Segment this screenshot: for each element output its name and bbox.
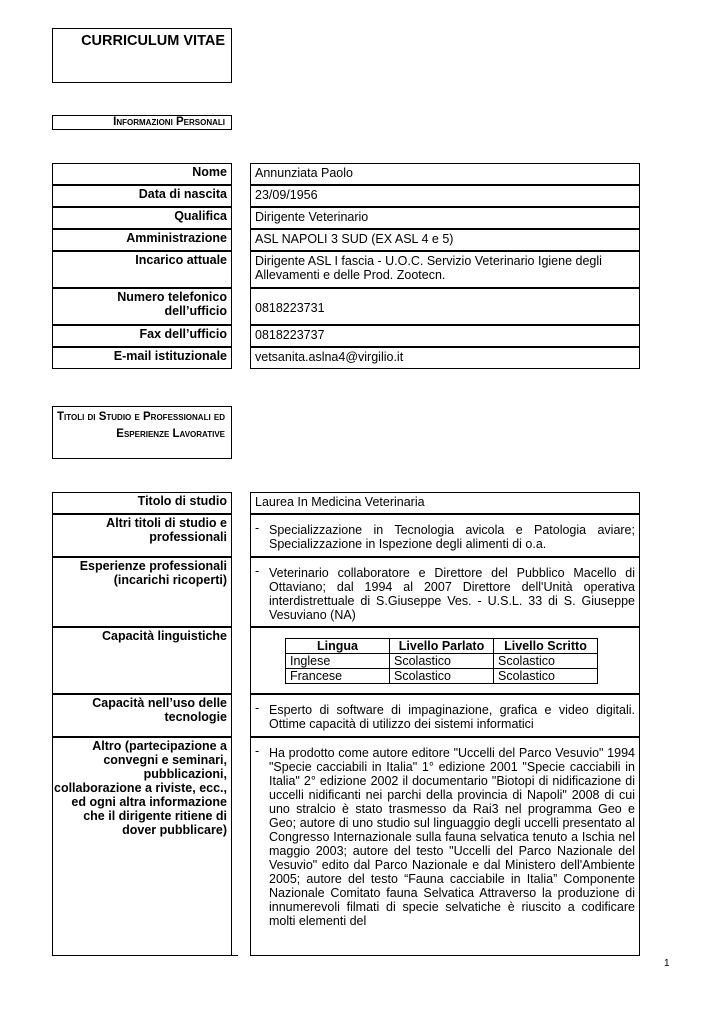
table-row xyxy=(52,737,640,956)
birthdate-value: 23/09/1956 xyxy=(250,185,640,207)
phone-label: Numero telefonico dell’ufficio xyxy=(52,288,232,325)
amministrazione-label: Amministrazione xyxy=(52,229,232,251)
table-row xyxy=(52,557,640,627)
altro-label: Altro (partecipazione a convegni e seminari, pubblicazioni, collaborazione a riviste, ecc., ed ogni altra informazione che il dirigente ritiene di dover pubblicare) xyxy=(52,737,232,956)
tecnologie-value: - Esperto di software di impaginazione, grafica e video digitali. Ottime capacità di utilizzo dei sistemi informatici xyxy=(250,694,640,737)
language-table xyxy=(285,638,598,684)
table-row xyxy=(52,185,640,207)
tecnologie-label: Capacità nell’uso delle tecnologie xyxy=(52,694,232,737)
table-row xyxy=(52,163,640,185)
phone-value: 0818223731 xyxy=(250,288,640,325)
esperienze-value: - Veterinario collaboratore e Direttore del Pubblico Macello di Ottaviano; dal 1994 al 2007 Direttore dell'Unità operativa interdistrettuale di S.Giuseppe Ves. - U.S.L. 33 di S. Giuseppe Vesuviano (NA) xyxy=(250,557,640,627)
personal-info-table xyxy=(52,163,640,369)
table-row xyxy=(52,627,640,694)
table-row xyxy=(52,229,640,251)
fax-label: Fax dell’ufficio xyxy=(52,325,232,347)
table-row xyxy=(52,325,640,347)
table-row xyxy=(52,207,640,229)
titolo-label: Titolo di studio xyxy=(52,492,232,514)
esperienze-label: Esperienze professionali (incarichi ricoperti) xyxy=(52,557,232,627)
birthdate-label: Data di nascita xyxy=(52,185,232,207)
section-studies: Titoli di Studio e Professionali ed Esperienze Lavorative xyxy=(52,406,232,459)
lingue-value xyxy=(250,627,640,694)
incarico-value: Dirigente ASL I fascia - U.O.C. Servizio Veterinario Igiene degli Allevamenti e delle Prod. Zootecn. xyxy=(250,251,640,288)
section-personal-info: Informazioni Personali xyxy=(52,115,232,130)
altri-titoli-label: Altri titoli di studio e professionali xyxy=(52,514,232,557)
footer-line xyxy=(52,955,238,956)
titolo-value: Laurea In Medicina Veterinaria xyxy=(250,492,640,514)
table-row: Lingua Livello Parlato Livello Scritto xyxy=(286,639,598,654)
cv-title: CURRICULUM VITAE xyxy=(52,28,232,83)
table-row xyxy=(52,347,640,369)
studies-table xyxy=(52,492,640,956)
table-row xyxy=(52,251,640,288)
table-row xyxy=(52,492,640,514)
table-row xyxy=(52,694,640,737)
table-row: Francese Scolastico Scolastico xyxy=(286,669,598,684)
lingue-label: Capacità linguistiche xyxy=(52,627,232,694)
email-value: vetsanita.aslna4@virgilio.it xyxy=(250,347,640,369)
table-row xyxy=(52,288,640,325)
qualifica-label: Qualifica xyxy=(52,207,232,229)
page-number: 1 xyxy=(664,958,670,969)
amministrazione-value: ASL NAPOLI 3 SUD (EX ASL 4 e 5) xyxy=(250,229,640,251)
incarico-label: Incarico attuale xyxy=(52,251,232,288)
nome-label: Nome xyxy=(52,163,232,185)
fax-value: 0818223737 xyxy=(250,325,640,347)
email-label: E-mail istituzionale xyxy=(52,347,232,369)
table-row xyxy=(52,514,640,557)
altro-value: - Ha prodotto come autore editore "Uccelli del Parco Vesuvio" 1994 "Specie cacciabili in Italia" 1° edizione 2001 "Specie cacciabili in Italia" 2° edizione 2002 il documentario "Biotopi di nidificazione di uccelli nidificanti nei parchi della provincia di Napoli" 2008 di cui uno stralcio è stato trasmesso da Rai3 nel programma Geo e Geo; autore di uno studio sul linguaggio degli uccelli presentato al Congresso Internazionale sulla fauna selvatica tenuto a Ischia nel maggio 2003; autore del testo "Uccelli del Parco Nazionale del Vesuvio" edito dal Parco Nazionale e dal Ministero dell'Ambiente 2005; autore del testo “Fauna cacciabile in Italia” Componente Nazionale Comitato fauna Selvatica Attraverso la produzione di innumerevoli filmati di specie selvatiche è riuscito a codificare molti elementi del xyxy=(250,737,640,956)
qualifica-value: Dirigente Veterinario xyxy=(250,207,640,229)
nome-value: Annunziata Paolo xyxy=(250,163,640,185)
altri-titoli-value: - Specializzazione in Tecnologia avicola e Patologia aviare; Specializzazione in Ispezione degli alimenti di o.a. xyxy=(250,514,640,557)
table-row: Inglese Scolastico Scolastico xyxy=(286,654,598,669)
